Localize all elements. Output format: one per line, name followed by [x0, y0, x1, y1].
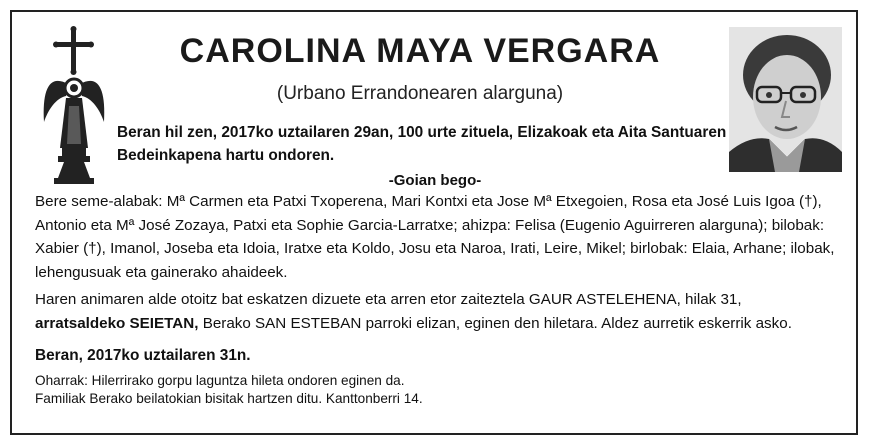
note-line: Familiak Berako beilatokian bisitak hartzen ditu. Kanttonberri 14.	[35, 390, 423, 406]
place-date: Beran, 2017ko uztailaren 31n.	[35, 347, 251, 364]
family-list: Bere seme-alabak: Mª Carmen eta Patxi Txoperena, Mari Kontxi eta Jose Mª Etxegoien, Rosa eta José Luis Igoa (†), Antonio eta Mª José Zozaya, Patxi eta Sophie Garcia-Larratxe; ahizpa: Felisa (Eugenio Aguirreren alarguna); bilobak: Xabier (†), Imanol, Joseba eta Idoia, Iratxe eta Koldo, Josu eta Naroa, Irati, Leire, Mikel; birlobak: Elaia, Arhane; ilobak, lehengusuak eta gainerako ahaideek.	[35, 193, 835, 281]
portrait-photo	[729, 27, 842, 172]
notes	[35, 372, 835, 407]
spouse-subtitle: (Urbano Errandonearen alarguna)	[276, 83, 564, 104]
cross-angel-icon	[38, 26, 110, 186]
funeral-time: arratsaldeko SEIETAN,	[35, 314, 199, 332]
funeral-announcement	[35, 288, 835, 335]
prayer-intro: Haren animaren alde otoitz bat eskatzen dizuete eta arren etor zaiteztela GAUR ASTELEHENA, hilak 31,	[35, 291, 742, 308]
death-statement: Beran hil zen, 2017ko uztailaren 29an, 100 urte zituela, Elizakoak eta Aita Santuaren Bedeinkapena hartu ondoren.	[117, 124, 727, 164]
prayer-rest: Berako SAN ESTEBAN parroki elizan, eginen den hiletara. Aldez aurretik eskerrik asko.	[198, 314, 792, 332]
rest-in-peace: -Goian bego-	[388, 172, 482, 189]
deceased-name: CAROLINA MAYA VERGARA	[179, 32, 661, 70]
note-line: Oharrak: Hilerrirako gorpu laguntza hileta ondoren eginen da.	[35, 373, 405, 388]
